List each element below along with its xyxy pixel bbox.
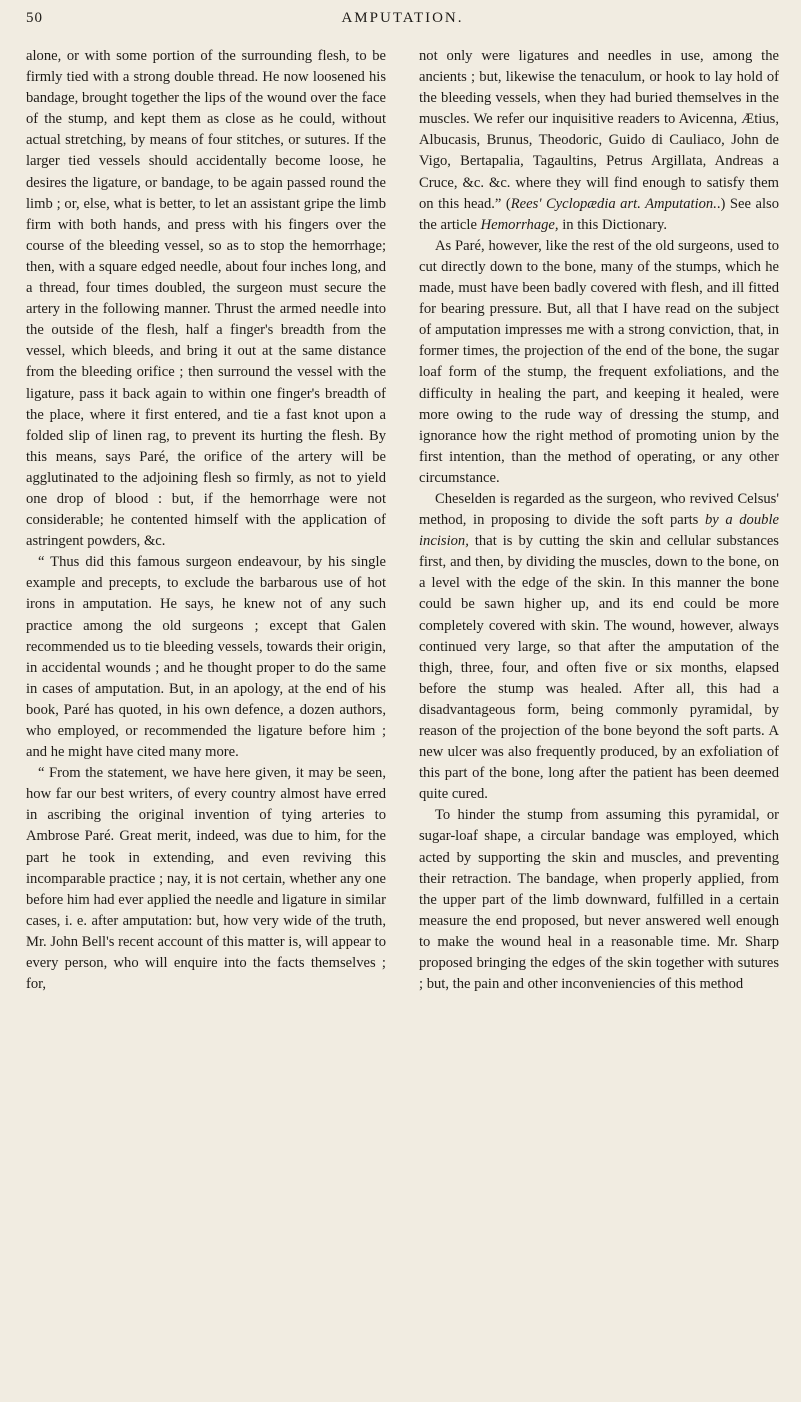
text-run: .) See also the article	[419, 195, 779, 233]
text-run: not only were ligatures and needles in use, among the ancients ; but, likewise the tenaculum, or hook to lay hold of the bleeding vessels, when they had buried themselves in the muscles. We refer our inquisitive readers to Avicenna, Ætius, Albucasis, Brunus, Theodoric, Guido di Cauliaco, John de Vigo, Bertapalia, Tagaultins, Petrus Argillata, Andreas a Cruce, &c. &c. where they will find enough to satisfy them on this head.” (	[419, 48, 779, 212]
text-run: Cheselden is regarded as the surgeon, who revived Celsus' method, in proposing to divide the soft parts	[419, 490, 779, 529]
text-run: in this Dictionary.	[558, 216, 668, 233]
left-column	[26, 46, 386, 995]
emphasis-italic: by a double incision,	[419, 512, 779, 550]
citation-italic: Rees' Cyclopædia art. Amputation.	[510, 195, 717, 212]
paragraph	[419, 489, 779, 805]
running-head	[26, 10, 779, 38]
paragraph: alone, or with some portion of the surrounding flesh, to be firmly tied with a strong double thread. He now loosened his bandage, brought together the lips of the wound over the face of the stump, and kept them as close as he could, without actual stretching, by means of four stitches, or sutures. If the larger tied vessels should accidentally become loose, he desires the ligature, or bandage, to be again passed round the limb ; or, else, what is better, to let an assistant gripe the limb firm with both hands, and press with his fingers over the course of the bleeding vessel, so as to stop the hemorrhage; then, with a square edged needle, about four inches long, and a thread, four times doubled, the surgeon must secure the artery in the following manner. Thrust the armed needle into the outside of the flesh, half a finger's breadth from the vessel, which bleeds, and bring it out at the same distance from the bleeding orifice ; then surround the vessel with the ligature, pass it back again to within one finger's breadth of the place, where it first entered, and tie a fast knot upon a folded slip of linen rag, to prevent its hurting the flesh. By this means, says Paré, the orifice of the artery will be agglutinated to the adjoining flesh so firmly, as not to yield one drop of blood : but, if the hemorrhage were not considerable; he contented himself with the application of astringent powders, &c.	[26, 48, 386, 550]
paragraph	[419, 46, 779, 236]
paragraph: As Paré, however, like the rest of the old surgeons, used to cut directly down to the bone, many of the stumps, which he made, must have been badly covered with flesh, and ill fitted for bearing pressure. But, all that I have read on the subject of amputation impresses me with a strong conviction, that, in former times, the projection of the end of the bone, the sugar loaf form of the stump, the frequent exfoliations, and the difficulty in healing the part, and keeping it healed, were more owing to the rude way of dressing the stump, and ignorance how the right method of promoting union by the first intention, than the method of operating, or any other circumstance.	[419, 237, 779, 486]
right-column	[419, 46, 779, 995]
page-title: AMPUTATION.	[341, 10, 464, 26]
cross-reference-italic: Hemorrhage,	[480, 216, 559, 233]
text-run: that is by cutting the skin and cellular substances first, and then, by dividing the muscles, down to the bone, on a level with the edge of the skin. In this manner the bone could be sawn higher up, and its end could be more completely covered with skin. The wound, however, always continued very large, so that after the amputation of the thigh, three, four, and often five or six months, elapsed before the stump was healed. After all, this had a disadvantageous form, being commonly pyramidal, by reason of the projection of the bone beyond the soft parts. A new ulcer was also frequently produced, by an exfoliation of this part of the bone, long after the patient has been deemed quite cured.	[419, 533, 779, 803]
page-number: 50	[26, 10, 43, 26]
text-columns	[26, 46, 779, 995]
paragraph: “ From the statement, we have here given, it may be seen, how far our best writers, of every country almost have erred in ascribing the original invention of tying arteries to Ambrose Paré. Great merit, indeed, was due to him, for the part he took in extending, and even reviving this incomparable practice ; nay, it is not certain, whether any one before him had ever applied the needle and ligature in similar cases, i. e. after amputation: but, how very wide of the truth, Mr. John Bell's recent account of this matter is, will appear to every person, who will enquire into the facts themselves ; for,	[26, 765, 386, 993]
paragraph: To hinder the stump from assuming this pyramidal, or sugar-loaf shape, a circular bandage was employed, which acted by supporting the skin and muscles, and preventing their retraction. The bandage, when properly applied, from the upper part of the limb downward, fulfilled in a certain measure the end proposed, but never answered well enough to make the wound heal in a reasonable time. Mr. Sharp proposed bringing the edges of the skin together with sutures ; but, the pain and other inconveniencies of this method	[419, 807, 779, 993]
paragraph: “ Thus did this famous surgeon endeavour, by his single example and precepts, to exclude the barbarous use of hot irons in amputation. He says, he knew not of any such practice among the old surgeons ; except that Galen recommended us to tie bleeding vessels, towards their origin, in accidental wounds ; and he thought proper to do the same in cases of amputation. But, in an apology, at the end of his book, Paré has quoted, in his own defence, a dozen authors, who employed, or recommended the ligature before him ; and he might have cited many more.	[26, 554, 386, 761]
